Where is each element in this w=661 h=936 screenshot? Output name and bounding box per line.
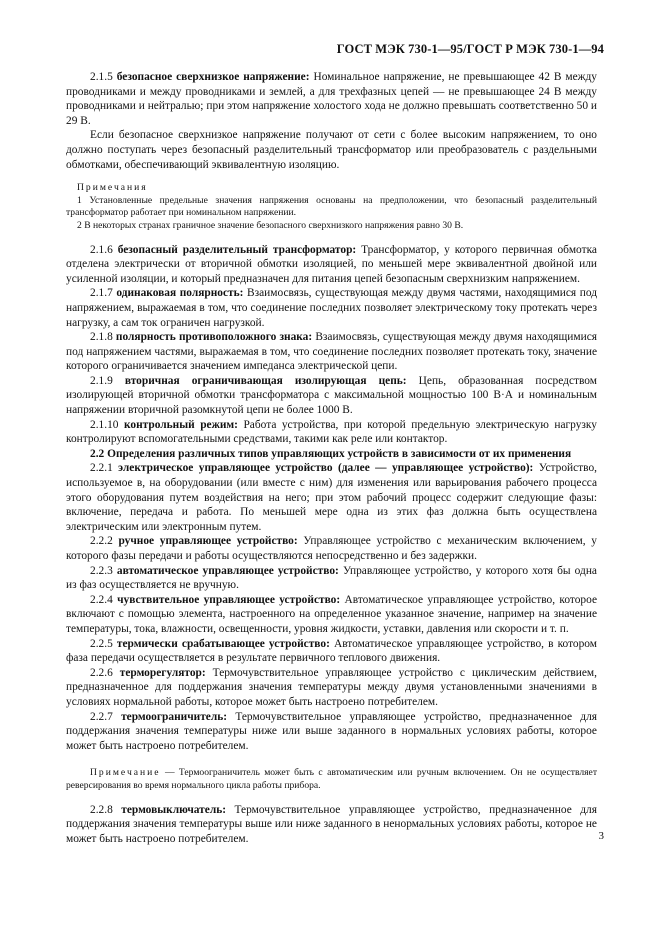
- clause-term: полярность противоположного знака:: [115, 331, 313, 344]
- clause-term: безопасный разделительный трансформатор:: [117, 243, 357, 256]
- note-item: 2 В некоторых странах граничное значение безопасного сверхнизкого напряжения равно 30 В.: [77, 219, 464, 231]
- clause-2-1-7: [66, 286, 597, 330]
- clause-text: Термочувствительное управляющее устройство с циклическим действием, предназначенное для поддержания значения температуры между двумя установленными значениями в условиях нормальной работы, которое может быть настроено потребителем.: [66, 666, 597, 708]
- clause-term: ручное управляющее устройство:: [118, 535, 298, 548]
- clause-2-2-6: [66, 666, 597, 710]
- clause-term: чувствительное управляющее устройство:: [117, 593, 341, 606]
- clause-2-2-5: [66, 637, 597, 666]
- clause-text: Управляющее устройство, у которого хотя бы одна из фаз осуществляется не вручную.: [66, 564, 597, 592]
- clause-number: 2.1.9: [90, 374, 113, 387]
- clause-term: терморегулятор:: [119, 666, 206, 679]
- clause-text: Автоматическое управляющее устройство, в котором фаза передачи осуществляется в результате первичного теплового движения.: [66, 637, 597, 665]
- clause-text: Автоматическое управляющее устройство, которое включают с помощью элемента, настроенного на определенное указанное значение, например на значение температуры, тока, влажности, освещенности, уровня жидкости, уставки, давления или скорости и т. п.: [66, 593, 597, 635]
- page-content: [66, 70, 597, 846]
- clause-number: 2.2.4: [90, 593, 113, 606]
- clause-text: Взаимосвязь, существующая между двумя частями, находящимися под напряжением, выражаемая в том, что соединение последних позволяет электрическому току протекать через нагрузку, а сам ток ограничен нагрузкой.: [66, 287, 597, 329]
- clause-number: 2.2.1: [90, 462, 113, 475]
- clause-2-1-8: [66, 330, 597, 374]
- clause-number: 2.1.6: [90, 243, 113, 256]
- clause-2-2-4: [66, 593, 597, 637]
- clause-text: Управляющее устройство с механическим включением, у которого фазы передачи и работы осуществляются непосредственно и без задержки.: [66, 535, 597, 562]
- clause-number: 2.2.6: [90, 666, 113, 679]
- clause-term: одинаковая полярность:: [116, 287, 244, 300]
- clause-2-1-5-extra: Если безопасное сверхнизкое напряжение получают от сети с более высоким напряжением, то оно должно поступать через безопасный разделительный трансформатор или преобразователь с раздельными обмотками, обеспечивающий эквивалентную изоляцию.: [66, 129, 597, 171]
- clause-number: 2.2.8: [90, 803, 113, 816]
- page-header: ГОСТ МЭК 730-1—95/ГОСТ Р МЭК 730-1—94: [336, 42, 604, 56]
- note-title: Примечание: [90, 767, 161, 779]
- clause-text: Цепь, образованная посредством изолирующей вторичной обмотки трансформатора с максимальной мощностью 100 В·А и номинальным напряжении вторичной разомкнутой цепи не более 1000 В.: [66, 374, 597, 417]
- clause-term: термоограничитель:: [121, 710, 228, 723]
- clause-text: Взаимосвязь, существующая между двумя находящимися под напряжением частями, выражаемая в том, что соединение последних позволяет протекать току, значение которого ограничивается значением импеданса электрической цепи.: [66, 331, 597, 373]
- clause-2-1-9: [66, 374, 597, 418]
- note-item: 1 Установленные предельные значения напряжения основаны на предположении, что безопасный разделительный трансформатор работает при номинальном напряжении.: [66, 194, 597, 219]
- clause-2-1-5: [66, 70, 597, 128]
- clause-number: 2.1.7: [90, 287, 113, 300]
- clause-number: 2.2.7: [90, 710, 113, 723]
- clause-text: Термочувствительное управляющее устройство, предназначенное для поддержания значения температуры ниже или выше заданного в нормальных условиях работы, которое может быть настроено потребителем.: [66, 710, 598, 752]
- clause-2-1-6: [66, 243, 597, 287]
- clause-term: термовыключатель:: [121, 803, 227, 816]
- clause-number: 2.2.5: [90, 637, 113, 650]
- clause-text: Термочувствительное управляющее устройство, предназначенное для поддержания значения температуры выше или ниже заданного в ненормальных условиях работы, которое не может быть настроено потребителем.: [66, 803, 597, 845]
- clause-term: безопасное сверхнизкое напряжение:: [116, 71, 310, 83]
- clause-number: 2.2.3: [90, 564, 113, 577]
- note-text: — Термоограничитель может быть с автоматическим или ручным включением. Он не осуществляет реверсирования во время нормального цикла работы прибора.: [66, 767, 598, 791]
- notes-title: Примечания: [77, 182, 148, 194]
- clause-2-2-7: [66, 710, 597, 754]
- page-number: 3: [598, 830, 604, 842]
- clause-term: вторичная ограничивающая изолирующая цепь:: [124, 374, 407, 387]
- clause-text: Устройство, используемое в, на оборудовании (или вместе с ним) для изменения или варьирования рабочего процесса этого оборудования путем воздействия на него; при этом рабочий процесс содержит следующие фазы: включение, передача и работа. По меньшей мере одна из этих фаз должна быть осуществлена электрическим или электронным путем.: [66, 462, 597, 533]
- clause-2-2-3: [66, 564, 597, 593]
- clause-term: контрольный режим:: [123, 418, 238, 431]
- clause-2-1-10: [66, 418, 597, 447]
- clause-2-2-8: [66, 803, 597, 847]
- clause-text: Номинальное напряжение, не превышающее 42 В между проводниками и между проводниками и землей, а для трехфазных цепей — не превышающее 24 В между проводниками и нейтралью; при этом напряжение холостого хода не должно превышать соответственно 50 и 29 В.: [66, 71, 597, 127]
- clause-term: термически срабатывающее устройство:: [116, 637, 330, 650]
- clause-number: 2.1.5: [90, 71, 113, 83]
- clause-number: 2.1.8: [90, 331, 113, 344]
- section-heading-2-2: 2.2 Определения различных типов управляющих устройств в зависимости от их применения: [90, 447, 572, 460]
- clause-text: Работа устройства, при которой предельную электрическую нагрузку контролируют вспомогательными средствами, такими как реле или контактор.: [66, 418, 597, 446]
- clause-number: 2.1.10: [90, 418, 119, 431]
- clause-term: автоматическое управляющее устройство:: [116, 564, 339, 577]
- clause-2-2-1: [66, 461, 597, 534]
- clause-text: Трансформатор, у которого первичная обмотка отделена электрически от вторичной обмотки изоляцией, по меньшей мере эквивалентной двойной или усиленной изоляции, и который предназначен для питания цепей безопасным сверхнизким напряжением.: [66, 243, 597, 285]
- note-2-2-7: [66, 767, 597, 792]
- clause-number: 2.2.2: [90, 535, 113, 548]
- clause-term: электрическое управляющее устройство (далее — управляющее устройство):: [118, 462, 534, 475]
- clause-2-2-2: [66, 534, 597, 563]
